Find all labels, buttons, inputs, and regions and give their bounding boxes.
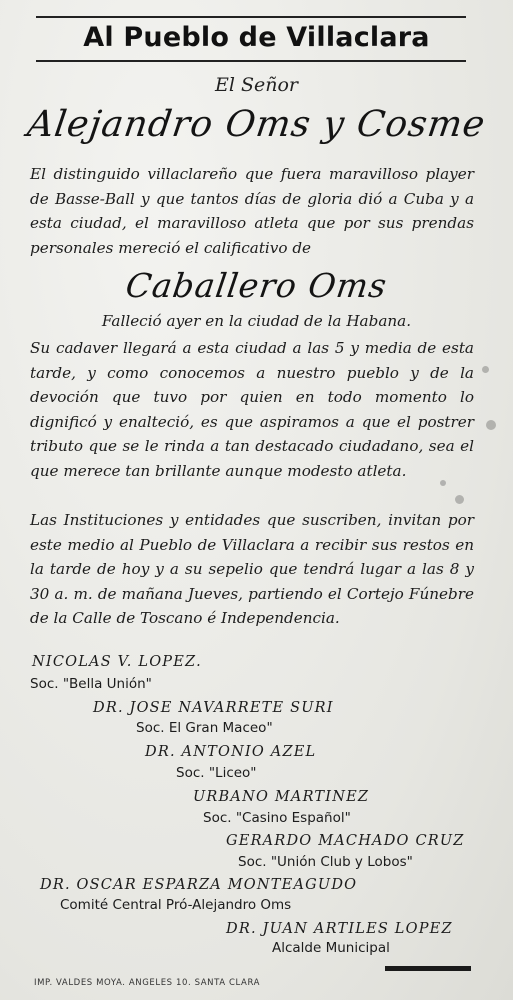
salutation: El Señor — [214, 74, 298, 96]
ink-blot — [455, 495, 464, 504]
ink-blot — [440, 480, 446, 486]
nickname: Caballero Oms — [123, 266, 390, 305]
ink-blot — [482, 366, 489, 373]
signatory-name: DR. OSCAR ESPARZA MONTEAGUDO — [40, 877, 358, 893]
paragraph-invitation: Las Instituciones y entidades que suscriben, invitan por este medio al Pueblo de Villaclara a recibir sus restos en la tarde de hoy y a su sepelio que tendrá lugar a las 8 y 30 a. m. de mañana Jueves, partiendo el Cortejo Fúnebre de la Calle de Toscano é Independencia. — [30, 511, 474, 627]
paragraph-intro: El distinguido villaclareño que fuera maravilloso player de Basse-Ball y que tantos días de gloria dió a Cuba y a esta ciudad, el maravilloso atleta que por sus prendas personales mereció el calificativo de — [30, 165, 474, 257]
signatory-name: DR. ANTONIO AZEL — [145, 744, 317, 760]
page-title: Al Pueblo de Villaclara — [83, 22, 430, 53]
honoree-name: Alejandro Oms y Cosme — [24, 104, 489, 145]
signatory-name: GERARDO MACHADO CRUZ — [226, 833, 465, 849]
signatory-org: Alcalde Municipal — [272, 940, 390, 956]
signatory-name: DR. JUAN ARTILES LOPEZ — [226, 921, 453, 937]
signatory-org: Comité Central Pró-Alejandro Oms — [60, 897, 292, 913]
top-rule — [36, 16, 466, 18]
signatory-name: URBANO MARTINEZ — [193, 789, 370, 805]
death-announcement: Falleció ayer en la ciudad de la Habana. — [101, 312, 412, 330]
signatory-name: NICOLAS V. LOPEZ. — [32, 654, 202, 670]
ink-blot — [486, 420, 496, 430]
signatory-org: Soc. "Unión Club y Lobos" — [238, 854, 413, 870]
signatory-org: Soc. "Liceo" — [176, 765, 257, 781]
signatory-name: DR. JOSE NAVARRETE SURI — [93, 700, 334, 716]
closing-rule — [385, 966, 471, 971]
paragraph-arrival: Su cadaver llegará a esta ciudad a las 5 y media de esta tarde, y como conocemos a nuestro pueblo y de la devoción que tuvo por quien en todo momento lo dignificó y enalteció, es que aspiramos a que el postrer tributo que se le rinda a tan destacado ciudadano, sea el que merece tan brillante aunque modesto atleta. — [30, 339, 474, 480]
title-underline — [36, 60, 466, 62]
signatory-org: Soc. "Bella Unión" — [30, 676, 152, 692]
signatory-org: Soc. El Gran Maceo" — [136, 720, 273, 736]
printer-imprint: IMP. VALDES MOYA. ANGELES 10. SANTA CLARA — [34, 978, 261, 988]
signatory-org: Soc. "Casino Español" — [203, 810, 351, 826]
